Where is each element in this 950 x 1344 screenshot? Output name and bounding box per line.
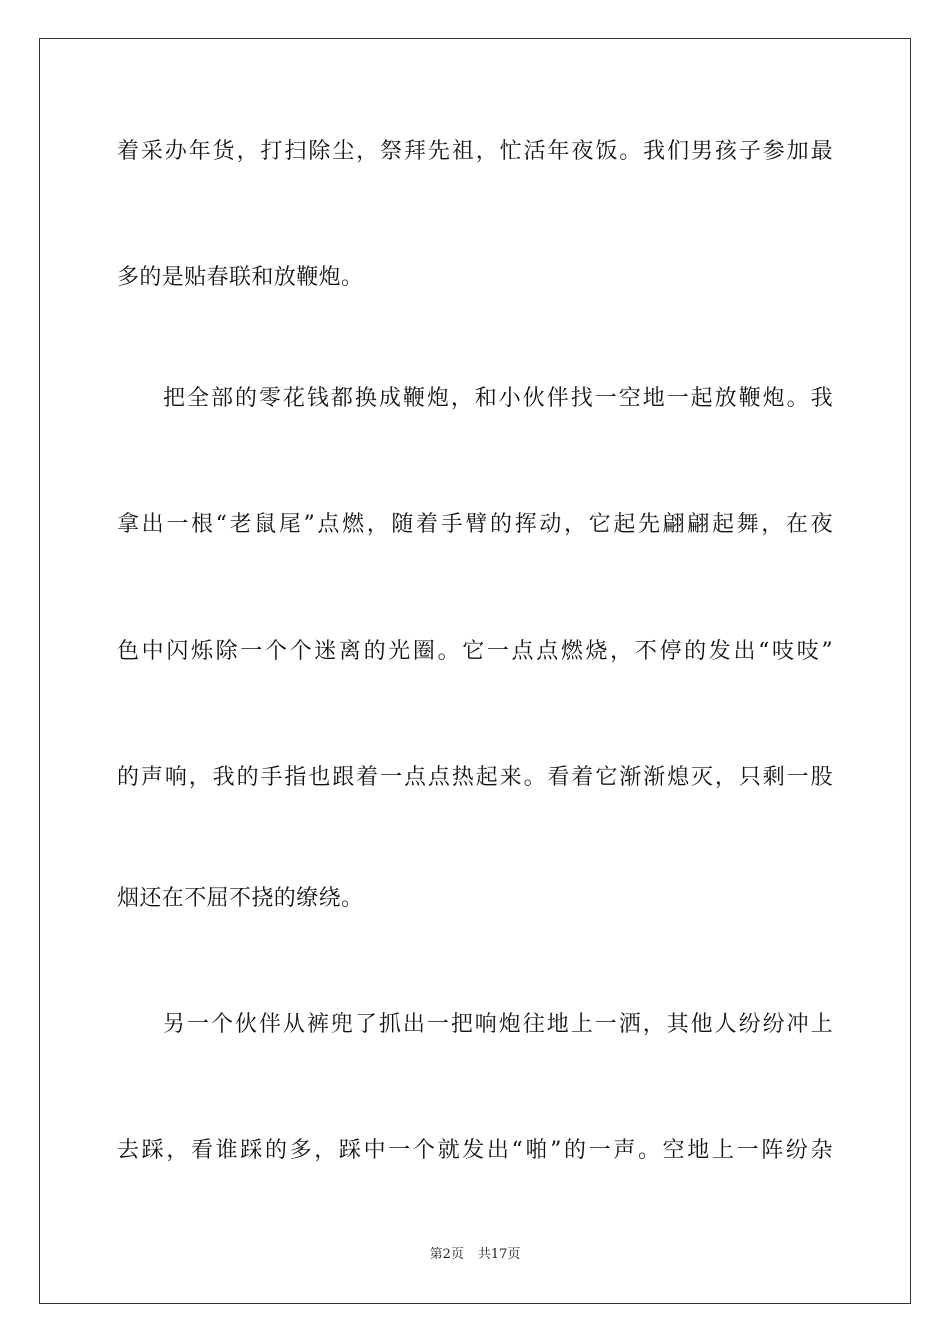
page-border: [39, 38, 911, 1304]
paragraph-line: 拿出一根“老鼠尾”点燃，随着手臂的挥动，它起先翩翩起舞，在夜: [117, 512, 833, 537]
paragraph-line: 的声响，我的手指也跟着一点点热起来。看着它渐渐熄灭，只剩一股: [117, 765, 833, 790]
paragraph-line: 多的是贴春联和放鞭炮。: [117, 265, 364, 290]
page-total: 共17页: [477, 1247, 521, 1262]
page-number: 第2页: [429, 1247, 464, 1262]
page-footer: [0, 1246, 950, 1264]
paragraph-line: 烟还在不屈不挠的缭绕。: [117, 886, 364, 911]
paragraph-line: 另一个伙伴从裤兜了抓出一把响炮往地上一洒，其他人纷纷冲上: [163, 1012, 833, 1037]
paragraph-line: 着采办年货，打扫除尘，祭拜先祖，忙活年夜饭。我们男孩子参加最: [117, 139, 833, 164]
paragraph-line: 去踩，看谁踩的多，踩中一个就发出“啪”的一声。空地上一阵纷杂: [117, 1138, 833, 1163]
paragraph-line: 色中闪烁除一个个迷离的光圈。它一点点燃烧，不停的发出“吱吱”: [117, 639, 833, 664]
paragraph-line: 把全部的零花钱都换成鞭炮，和小伙伴找一空地一起放鞭炮。我: [163, 386, 833, 411]
